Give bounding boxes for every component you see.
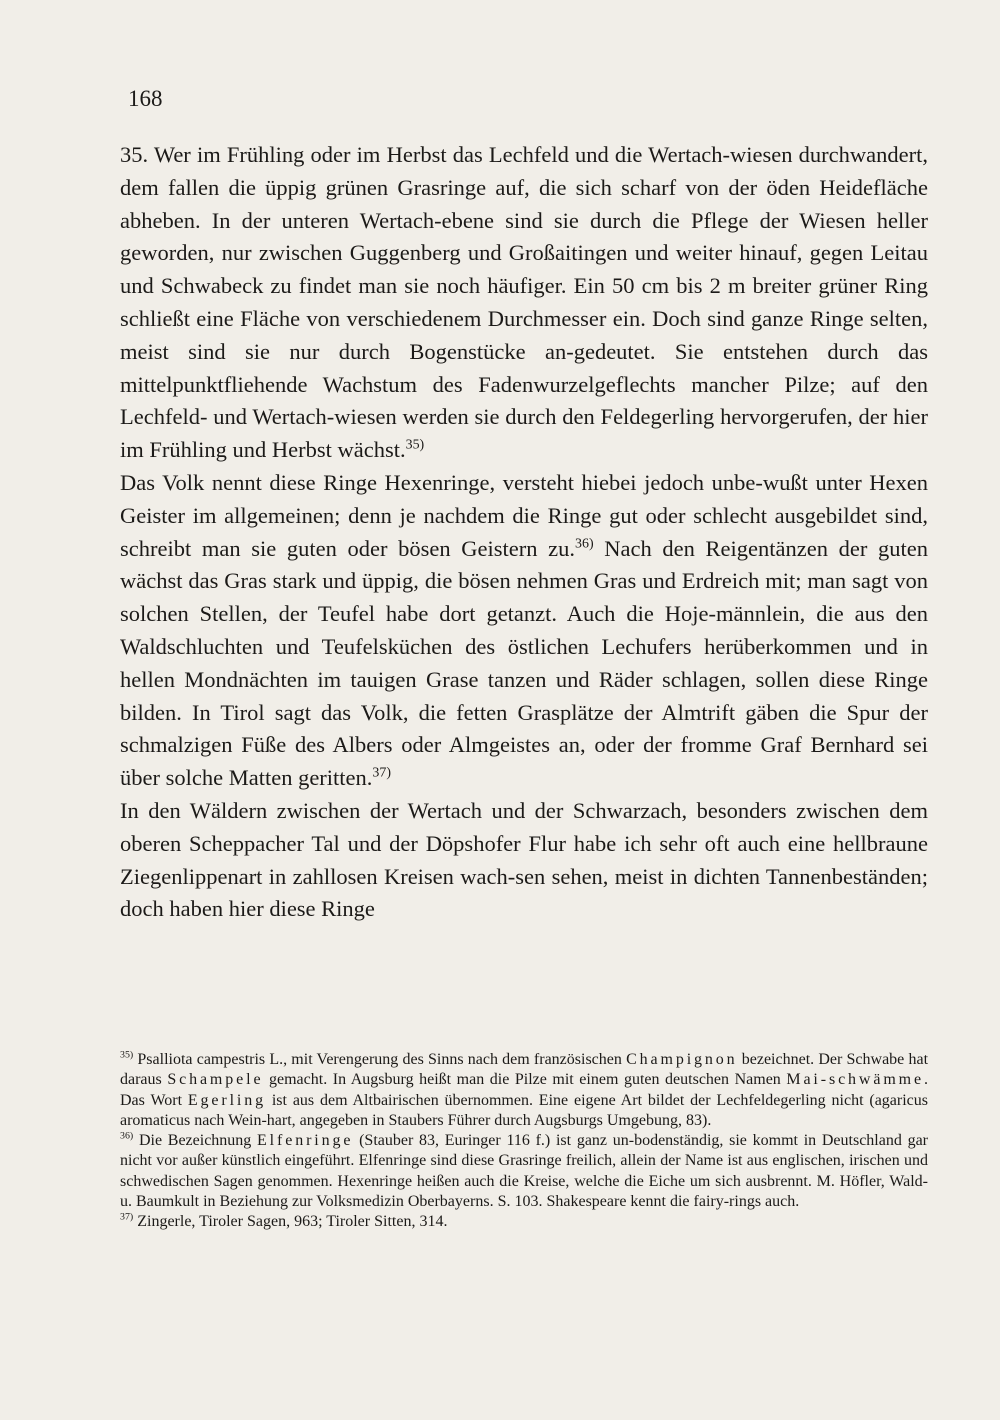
text-run: Psalliota campestris L., mit Verengerung des Sinns nach dem französischen [133, 1051, 627, 1068]
text-run: In den Wäldern zwischen der Wertach und der Schwarzach, besonders zwischen dem oberen Scheppacher Tal und der Döpshofer Flur habe ich sehr oft auch eine hellbraune Ziegenlippenart in zahllosen Kreisen wach-sen sehen, meist in dichten Tannenbeständen; doch haben hier diese Ringe [120, 797, 928, 922]
spaced-emphasis: Schampele [167, 1071, 264, 1089]
footnote-marker: 35) [405, 437, 425, 453]
text-run: Nach den Reigentänzen der guten wächst das Gras stark und üppig, die bösen nehmen Gras und Erdreich mit; man sagt von solchen Stellen, der Teufel habe dort getanzt. Auch die Hoje-männlein, die aus den Waldschluchten und Teufelsküchen des östlichen Lechufers herüberkommen und in hellen Mondnächten im tauigen Grase tanzen und Räder schlagen, sollen diese Ringe bilden. In Tirol sagt das Volk, die fetten Grasplätze der Almtrift gäben die Spur der schmalzigen Füße des Albers oder Almgeistes an, oder der fromme Graf Bernhard sei über solche Matten geritten. [120, 535, 928, 791]
footnotes [120, 1050, 928, 1233]
body-text [120, 139, 928, 926]
text-run: Die Bezeichnung [133, 1132, 258, 1150]
spaced-emphasis: Elfenringe [257, 1132, 354, 1150]
footnote-fn36 [120, 1131, 928, 1212]
spaced-emphasis: Mai-schwämme [786, 1071, 924, 1089]
text-run: gemacht. In Augsburg heißt man die Pilze mit einem guten deutschen Namen [263, 1071, 787, 1089]
paragraph-p2 [120, 467, 928, 795]
page-number: 168 [128, 86, 163, 111]
spaced-emphasis: Champignon [626, 1051, 738, 1068]
spaced-emphasis: Egerling [187, 1091, 267, 1109]
text-run: Zingerle, Tiroler Sagen, 963; Tiroler Sitten, 314. [133, 1213, 448, 1231]
footnote-marker: 37) [372, 765, 392, 781]
text-run: (Stauber 83, Euringer 116 f.) ist ganz un-bodenständig, sie kommt in Deutschland gar nicht vor außer künstlich eingeführt. Elfenringe sind diese Grasringe freilich, allein der Name ist aus englischen, irischen und schwedischen Sagen genommen. Hexenringe heißen auch die Kreise, welche die Eiche um sich ausbrennt. M. Höfler, Wald- u. Baumkult in Beziehung zur Volksmedizin Oberbayerns. S. 103. Shakespeare kennt die fairy-rings auch. [120, 1132, 929, 1211]
footnote-fn37 [120, 1212, 928, 1232]
footnote-marker: 37) [120, 1212, 134, 1224]
text-run: Das Volk nennt diese Ringe Hexenringe, versteht hiebei jedoch unbe-wußt unter Hexen Geister im allgemeinen; denn je nachdem die Ringe gut oder schlecht ausgebildet sind, schreibt man sie guten oder bösen Geistern zu. [120, 469, 928, 561]
paragraph-p1 [120, 139, 928, 467]
footnote-marker: 35) [120, 1049, 134, 1061]
text-run: bezeichnet. Der Schwabe hat daraus [120, 1051, 929, 1089]
text-run: . Das Wort [120, 1071, 928, 1109]
text-run: ist aus dem Altbairischen übernommen. Eine eigene Art bildet der Lechfeldegerling nicht (agaricus aromaticus nach Wein-hart, angegeben in Staubers Führer durch Augsburgs Umgebung, 83). [120, 1091, 928, 1129]
text-run: 35. Wer im Frühling oder im Herbst das Lechfeld und die Wertach-wiesen durchwandert, dem fallen die üppig grünen Grasringe auf, die sich scharf von der öden Heidefläche abheben. In der unteren Wertach-ebene sind sie durch die Pflege der Wiesen heller geworden, nur zwischen Guggenberg und Großaitingen und weiter hinauf, gegen Leitau und Schwabeck zu findet man sie noch häufiger. Ein 50 cm bis 2 m breiter grüner Ring schließt eine Fläche von verschiedenem Durchmesser ein. Doch sind ganze Ringe selten, meist sind sie nur durch Bogenstücke an-gedeutet. Sie entstehen durch das mittelpunktfliehende Wachstum des Fadenwurzelgeflechts mancher Pilze; auf den Lechfeld- und Wertach-wiesen werden sie durch den Feldegerling hervorgerufen, der hier im Frühling und Herbst wächst. [120, 142, 928, 463]
footnote-marker: 36) [575, 536, 594, 552]
paragraph-p3 [120, 795, 928, 926]
footnote-fn35 [120, 1050, 928, 1131]
footnote-marker: 36) [120, 1130, 134, 1142]
